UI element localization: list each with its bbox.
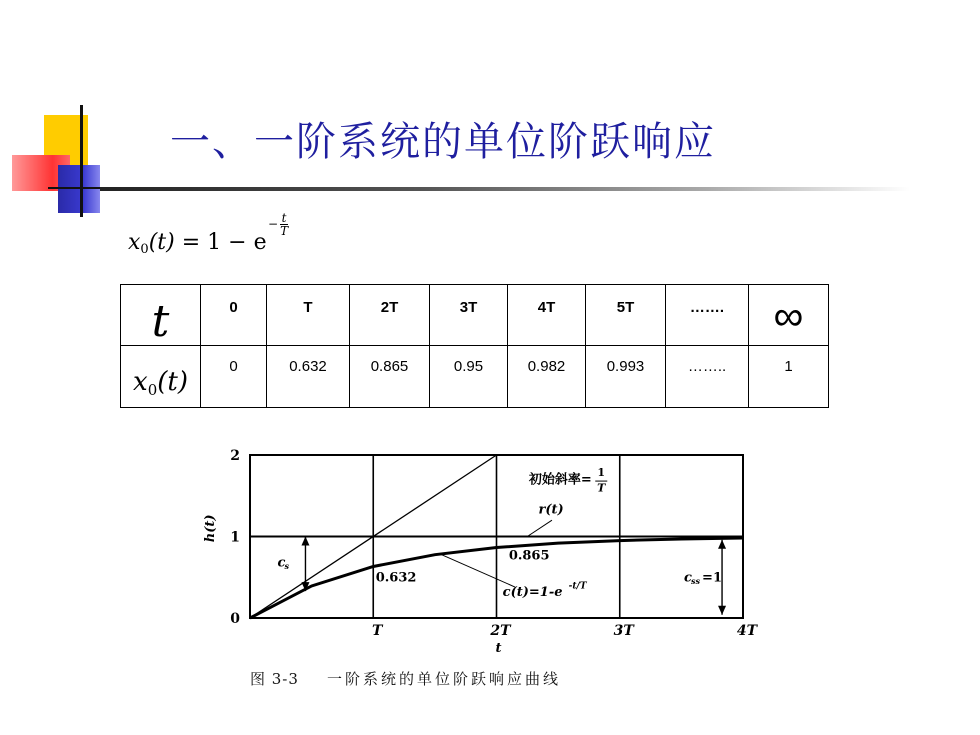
row-head-x-arg: (t) <box>157 366 188 397</box>
formula-arg: (t) <box>148 230 175 255</box>
table-cell: 0.993 <box>586 346 666 408</box>
y-tick-label: 2 <box>230 448 240 464</box>
annotation-r-pointer <box>527 520 552 536</box>
slide-title: 一、一阶系统的单位阶跃响应 <box>170 119 716 165</box>
annotation-css-arrowhead-down <box>718 606 726 615</box>
table-cell: 0 <box>201 285 267 346</box>
table-cell: ……. <box>666 285 749 346</box>
table-cell-infinity <box>749 285 829 346</box>
step-response-formula <box>128 210 328 270</box>
annotation-cs-label: c <box>277 555 286 571</box>
x-tick-label: T <box>372 623 383 639</box>
table-cell: 0.632 <box>267 346 350 408</box>
table-cell: 5T <box>586 285 666 346</box>
annotation-slope-label: 初始斜率= <box>528 472 592 488</box>
infinity-symbol: ∞ <box>773 292 804 339</box>
response-table <box>120 284 829 408</box>
table-cell: 0.95 <box>430 346 508 408</box>
annotation-cs-sub: s <box>284 561 289 572</box>
formula-sub: 0 <box>140 242 149 257</box>
decor-blue-square <box>58 165 100 213</box>
table-row-t <box>121 285 829 346</box>
table-cell: 0 <box>201 346 267 408</box>
annotation-css-label: c <box>684 570 692 586</box>
annotation-curve-pointer <box>441 554 515 587</box>
x-axis-label: t <box>495 641 502 656</box>
formula-main <box>128 230 267 257</box>
table-cell: 4T <box>508 285 586 346</box>
chart-ticks <box>203 448 759 656</box>
y-tick-label: 0 <box>230 611 240 627</box>
row-head-x-text <box>133 367 188 397</box>
step-response-chart <box>190 440 780 665</box>
exp-sign: − <box>268 217 279 231</box>
caption-number: 图 3-3 <box>250 670 299 688</box>
table-cell: …….. <box>666 346 749 408</box>
table-cell: 2T <box>350 285 430 346</box>
title-underline <box>100 187 910 191</box>
y-tick-label: 1 <box>230 529 240 546</box>
table-cell: 3T <box>430 285 508 346</box>
row-head-x-var: x <box>133 366 148 397</box>
formula-rhs: = 1 − e <box>181 230 267 255</box>
y-axis-label: h(t) <box>203 514 218 543</box>
exp-den: T <box>280 224 289 238</box>
annotation-css-value: =1 <box>702 570 723 586</box>
figure-caption <box>250 668 561 689</box>
table-cell: 0.865 <box>350 346 430 408</box>
row-head-t <box>121 285 201 346</box>
table-cell: 1 <box>749 346 829 408</box>
decor-vertical-line <box>80 105 83 217</box>
annotation-r-label: r(t) <box>538 502 564 518</box>
x-tick-label: 2T <box>490 623 511 639</box>
row-head-x <box>121 346 201 408</box>
formula-var: x <box>128 230 141 255</box>
decor-horizontal-line <box>48 187 108 189</box>
exp-num: t <box>281 211 287 225</box>
x-tick-label: 4T <box>736 623 758 639</box>
annotation-curve-exp: -t/T <box>568 581 587 592</box>
row-head-t-text: t <box>151 296 170 347</box>
table-row-x <box>121 346 829 408</box>
caption-text: 一阶系统的单位阶跃响应曲线 <box>326 670 561 688</box>
x-tick-label: 3T <box>613 623 634 639</box>
table-cell: 0.982 <box>508 346 586 408</box>
annotation-value-0865: 0.865 <box>508 548 550 564</box>
annotation-slope-num: 1 <box>597 466 606 480</box>
exp-fraction <box>280 212 288 237</box>
annotation-cs-arrowhead-up <box>301 537 309 546</box>
annotation-slope-den: T <box>597 481 606 495</box>
annotation-curve-label: c(t)=1-e <box>502 584 563 600</box>
annotation-value-0632: 0.632 <box>375 570 417 586</box>
annotation-css-arrowhead-up <box>718 540 726 549</box>
row-head-x-sub: 0 <box>147 380 158 399</box>
annotation-css-sub: ss <box>691 575 701 586</box>
table-cell: T <box>267 285 350 346</box>
formula-exponent <box>268 212 288 237</box>
